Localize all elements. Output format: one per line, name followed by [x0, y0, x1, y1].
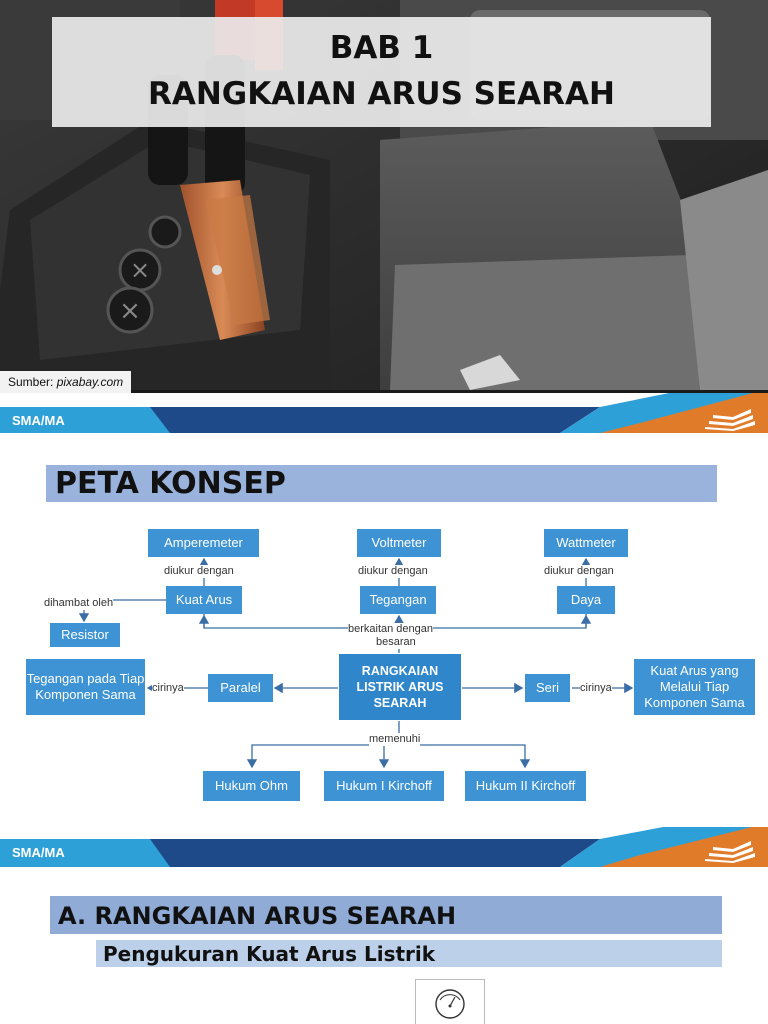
- connector-diukur-daya: diukur dengan: [544, 565, 614, 577]
- node-wattmeter: Wattmeter: [544, 529, 628, 557]
- connector-diukur-kuat-arus: diukur dengan: [164, 565, 234, 577]
- concept-map-lines: [0, 433, 768, 867]
- ammeter-icon: [416, 980, 486, 1024]
- footer-band: [0, 393, 768, 433]
- title-box: [52, 17, 711, 127]
- svg-text:×: ×: [119, 296, 141, 326]
- node-hukum-ohm: Hukum Ohm: [203, 771, 300, 801]
- footer-band-label: SMA/MA: [12, 413, 65, 428]
- chapter-number: BAB 1: [329, 30, 434, 66]
- connector-berkaitan: berkaitan dengan: [348, 623, 434, 635]
- section-slide: [0, 867, 768, 1024]
- svg-text:×: ×: [129, 256, 151, 284]
- source-site: pixabay.com: [56, 375, 124, 389]
- ammeter-figure: [415, 979, 485, 1024]
- connector-cirinya-paralel: cirinya: [152, 682, 184, 694]
- subsection-title-bar: [96, 940, 722, 967]
- connector-cirinya-seri: cirinya: [580, 682, 612, 694]
- node-rangkaian-listrik-arus-searah: RANGKAIAN LISTRIK ARUS SEARAH: [338, 653, 462, 721]
- footer-band-graphic: [0, 827, 768, 867]
- node-resistor: Resistor: [50, 623, 120, 647]
- footer-band-graphic: [0, 393, 768, 433]
- node-amperemeter: Amperemeter: [148, 529, 259, 557]
- section-title: A. RANGKAIAN ARUS SEARAH: [58, 902, 457, 930]
- concept-map-heading: PETA KONSEP: [55, 466, 286, 501]
- node-hukum-1-kirchoff: Hukum I Kirchoff: [324, 771, 444, 801]
- node-paralel: Paralel: [208, 674, 273, 702]
- node-kuat-arus: Kuat Arus: [166, 586, 242, 614]
- node-tegangan: Tegangan: [360, 586, 436, 614]
- books-logo-icon: [703, 407, 757, 431]
- source-prefix: Sumber:: [8, 375, 57, 389]
- concept-map-slide: [0, 433, 768, 867]
- connector-diukur-tegangan: diukur dengan: [358, 565, 428, 577]
- subsection-title: Pengukuran Kuat Arus Listrik: [103, 942, 436, 966]
- footer-band-label: SMA/MA: [12, 845, 65, 860]
- connector-dihambat: dihambat oleh: [44, 597, 114, 609]
- node-hukum-2-kirchoff: Hukum II Kirchoff: [465, 771, 586, 801]
- node-daya: Daya: [557, 586, 615, 614]
- chapter-title: RANGKAIAN ARUS SEARAH: [148, 76, 615, 112]
- books-logo-icon: [703, 839, 757, 863]
- section-title-bar: [50, 896, 722, 934]
- node-voltmeter: Voltmeter: [357, 529, 441, 557]
- connector-besaran: besaran: [376, 636, 416, 648]
- image-source: [0, 371, 131, 393]
- connector-memenuhi: memenuhi: [369, 733, 421, 745]
- footer-band: [0, 827, 768, 867]
- node-seri: Seri: [525, 674, 570, 702]
- node-tegangan-paralel: Tegangan pada Tiap Komponen Sama: [26, 659, 145, 715]
- node-kuat-arus-seri: Kuat Arus yang Melalui Tiap Komponen Sama: [634, 659, 755, 715]
- title-slide: [0, 0, 768, 433]
